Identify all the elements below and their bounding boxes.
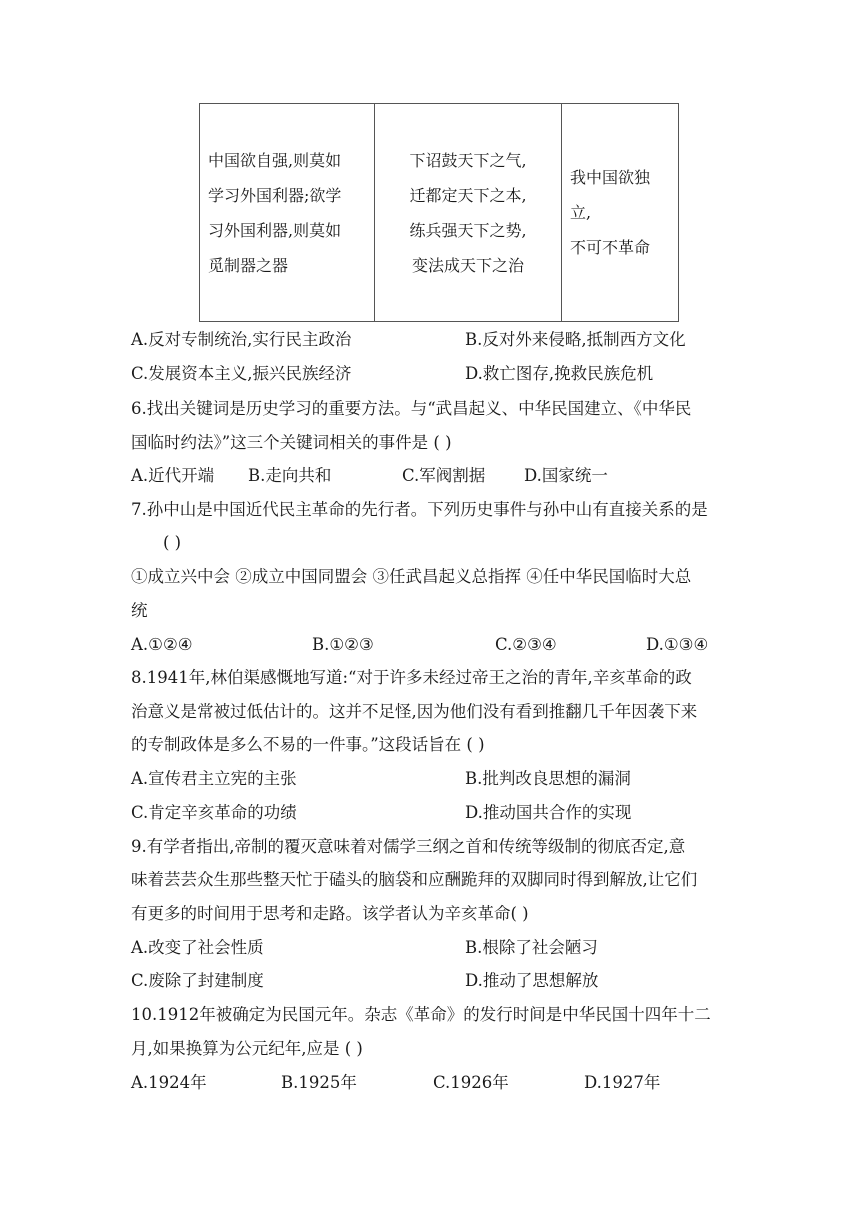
q5-option-b[interactable]: B.反对外来侵略,抵制西方文化 — [465, 330, 686, 349]
quote-line: 练兵强天下之势, — [409, 220, 527, 240]
q10-stem: 月,如果换算为公元纪年,应是 ( ) — [131, 1039, 363, 1058]
q8-option-d[interactable]: D.推动国共合作的实现 — [465, 803, 632, 822]
q7-option-c[interactable]: C.②③④ — [495, 635, 557, 654]
q7-items: 统 — [131, 601, 148, 620]
quote-table — [199, 103, 679, 322]
q6-option-a[interactable]: A.近代开端 — [131, 466, 215, 485]
q9-stem: 9.有学者指出,帝制的覆灭意味着对儒学三纲之首和传统等级制的彻底否定,意 — [131, 837, 686, 856]
q7-items: ①成立兴中会 ②成立中国同盟会 ③任武昌起义总指挥 ④任中华民国临时大总 — [131, 567, 692, 586]
q8-stem: 的专制政体是多么不易的一件事。”这段话旨在 ( ) — [131, 735, 485, 754]
q10-stem: 10.1912年被确定为民国元年。杂志《革命》的发行时间是中华民国十四年十二 — [131, 1005, 711, 1024]
q9-stem: 味着芸芸众生那些整天忙于磕头的脑袋和应酬跪拜的双脚同时得到解放,让它们 — [131, 870, 698, 889]
q6-stem: 6.找出关键词是历史学习的重要方法。与“武昌起义、中华民国建立、《中华民 — [131, 399, 692, 418]
q7-option-b[interactable]: B.①②③ — [312, 635, 374, 654]
q6-option-b[interactable]: B.走向共和 — [248, 466, 332, 485]
quote-line: 迁都定天下之本, — [409, 185, 527, 205]
q8-stem: 治意义是常被过低估计的。这并不足怪,因为他们没有看到推翻几千年因袭下来 — [131, 702, 698, 721]
q8-option-c[interactable]: C.肯定辛亥革命的功绩 — [131, 803, 297, 822]
q5-option-a[interactable]: A.反对专制统治,实行民主政治 — [131, 330, 352, 349]
q9-option-c[interactable]: C.废除了封建制度 — [131, 971, 264, 990]
q10-option-c[interactable]: C.1926年 — [433, 1073, 509, 1092]
quote-line: 我中国欲独 — [570, 168, 651, 187]
q10-option-d[interactable]: D.1927年 — [584, 1073, 661, 1092]
quote-table-row — [200, 104, 679, 322]
q9-option-a[interactable]: A.改变了社会性质 — [131, 938, 264, 957]
q9-stem: 有更多的时间用于思考和走路。该学者认为辛亥革命( ) — [131, 904, 529, 923]
q7-stem: ( ) — [163, 533, 182, 552]
q5-option-d[interactable]: D.救亡图存,挽救民族危机 — [465, 364, 654, 383]
quote-line: 觅制器之器 — [208, 255, 289, 275]
quote-cell-self-strengthening — [200, 104, 375, 322]
quote-line: 不可不革命 — [570, 238, 651, 257]
quote-line: 习外国利器,则莫如 — [208, 220, 342, 240]
q7-option-d[interactable]: D.①③④ — [646, 635, 709, 654]
quote-cell-reform — [375, 104, 562, 322]
q8-option-b[interactable]: B.批判改良思想的漏洞 — [465, 769, 631, 788]
quote-line: 下诏鼓天下之气, — [409, 150, 527, 170]
quote-line: 学习外国利器;欲学 — [208, 185, 342, 205]
q6-stem: 国临时约法》”这三个关键词相关的事件是 ( ) — [131, 433, 452, 452]
q6-option-c[interactable]: C.军阀割据 — [402, 466, 486, 485]
q9-option-b[interactable]: B.根除了社会陋习 — [465, 938, 598, 957]
quote-line: 立, — [570, 203, 592, 222]
q10-option-b[interactable]: B.1925年 — [281, 1073, 357, 1092]
q7-stem: 7.孙中山是中国近代民主革命的先行者。下列历史事件与孙中山有直接关系的是 — [131, 500, 708, 519]
q8-option-a[interactable]: A.宣传君主立宪的主张 — [131, 769, 297, 788]
q10-option-a[interactable]: A.1924年 — [131, 1073, 207, 1092]
quote-line: 变法成天下之治 — [411, 255, 524, 275]
q8-stem: 8.1941年,林伯渠感慨地写道:“对于许多未经过帝王之治的青年,辛亥革命的政 — [131, 668, 692, 687]
quote-line: 中国欲自强,则莫如 — [208, 150, 342, 170]
q9-option-d[interactable]: D.推动了思想解放 — [465, 971, 599, 990]
q6-option-d[interactable]: D.国家统一 — [524, 466, 608, 485]
quote-cell-revolution — [562, 104, 679, 322]
q7-option-a[interactable]: A.①②④ — [131, 635, 193, 654]
q5-option-c[interactable]: C.发展资本主义,振兴民族经济 — [131, 364, 352, 383]
